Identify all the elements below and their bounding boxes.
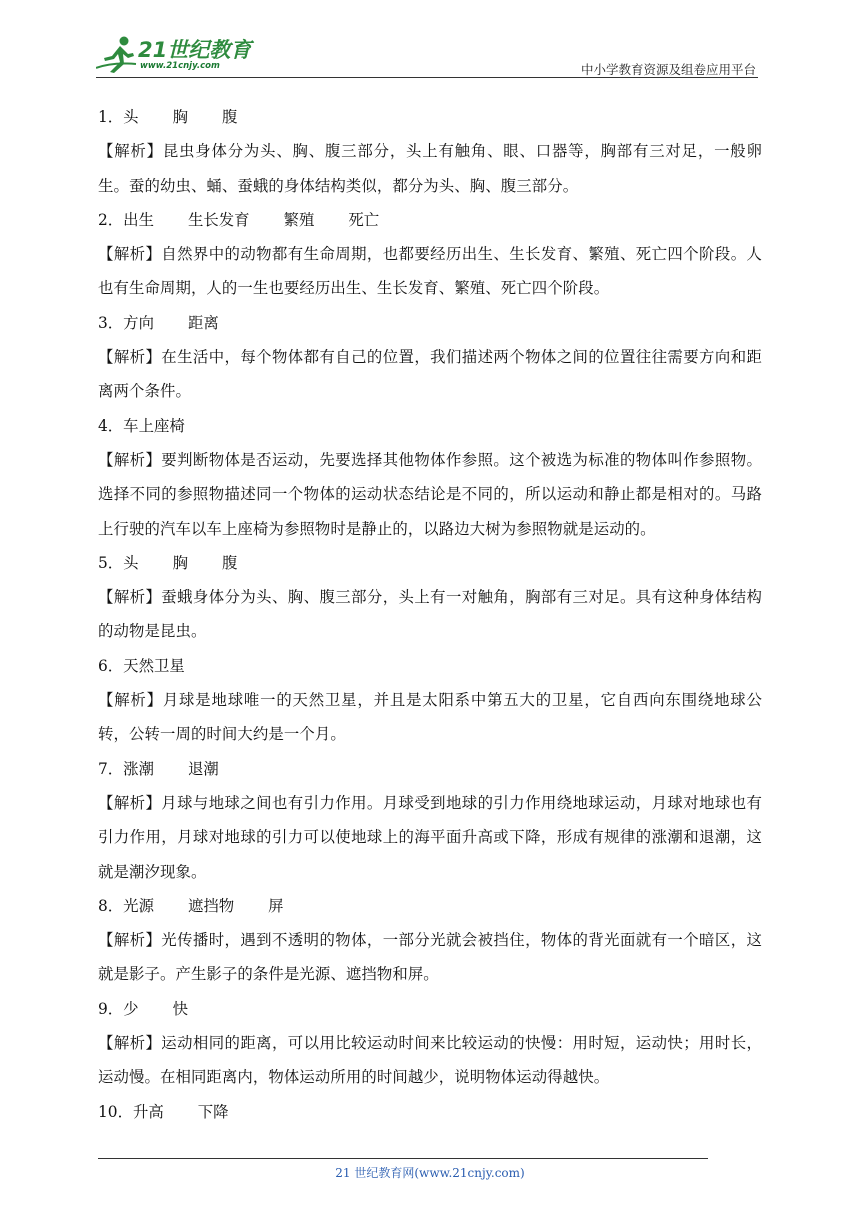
analysis-6: 【解析】月球是地球唯一的天然卫星，并且是太阳系中第五大的卫星，它自西向东围绕地球公转，公转一周的时间大约是一个月。 <box>98 691 762 744</box>
answer-10: 10．升高 下降 <box>98 1102 229 1121</box>
answer-2: 2．出生 生长发育 繁殖 死亡 <box>98 210 380 229</box>
logo-wordmark: 21世纪教育 <box>138 38 252 62</box>
analysis-4: 【解析】要判断物体是否运动，先要选择其他物体作参照。这个被选为标准的物体叫作参照物。选择不同的参照物描述同一个物体的运动状态结论是不同的，所以运动和静止都是相对的。马路上行驶的汽车以车上座椅为参照物时是静止的，以路边大树为参照物就是运动的。 <box>98 450 762 538</box>
logo <box>96 34 296 74</box>
answer-7: 7．涨潮 退潮 <box>98 759 219 778</box>
footer-divider <box>98 1158 708 1159</box>
answer-5: 5．头 胸 腹 <box>98 553 238 572</box>
analysis-7: 【解析】月球与地球之间也有引力作用。月球受到地球的引力作用绕地球运动，月球对地球也有引力作用，月球对地球的引力可以使地球上的海平面升高或下降，形成有规律的涨潮和退潮，这就是潮汐现象。 <box>98 793 762 881</box>
analysis-8: 【解析】光传播时，遇到不透明的物体，一部分光就会被挡住，物体的背光面就有一个暗区，这就是影子。产生影子的条件是光源、遮挡物和屏。 <box>98 931 762 984</box>
answer-list <box>98 100 762 1129</box>
analysis-1: 【解析】昆虫身体分为头、胸、腹三部分，头上有触角、眼、口器等，胸部有三对足，一般卵生。蚕的幼虫、蛹、蚕蛾的身体结构类似，都分为头、胸、腹三部分。 <box>98 142 762 195</box>
logo-url: www.21cnjy.com <box>140 61 220 71</box>
footer-text: 21 世纪教育网(www.21cnjy.com) <box>335 1166 525 1180</box>
analysis-5: 【解析】蚕蛾身体分为头、胸、腹三部分，头上有一对触角，胸部有三对足。具有这种身体结构的动物是昆虫。 <box>98 588 762 641</box>
answer-1: 1．头 胸 腹 <box>98 108 238 126</box>
page-header <box>96 30 758 80</box>
answer-4: 4．车上座椅 <box>98 416 185 435</box>
analysis-2: 【解析】自然界中的动物都有生命周期，也都要经历出生、生长发育、繁殖、死亡四个阶段。人也有生命周期，人的一生也要经历出生、生长发育、繁殖、死亡四个阶段。 <box>98 245 762 298</box>
answer-8: 8．光源 遮挡物 屏 <box>98 896 284 915</box>
answer-9: 9．少 快 <box>98 999 188 1018</box>
analysis-9: 【解析】运动相同的距离，可以用比较运动时间来比较运动的快慢：用时短，运动快；用时长，运动慢。在相同距离内，物体运动所用的时间越少，说明物体运动得越快。 <box>98 1034 762 1087</box>
answer-3: 3．方向 距离 <box>98 313 219 332</box>
header-divider <box>96 77 758 78</box>
answer-6: 6．天然卫星 <box>98 656 185 675</box>
analysis-3: 【解析】在生活中，每个物体都有自己的位置，我们描述两个物体之间的位置往往需要方向和距离两个条件。 <box>98 348 762 401</box>
runner-logo-icon <box>96 34 140 74</box>
header-tagline: 中小学教育资源及组卷应用平台 <box>580 62 756 77</box>
